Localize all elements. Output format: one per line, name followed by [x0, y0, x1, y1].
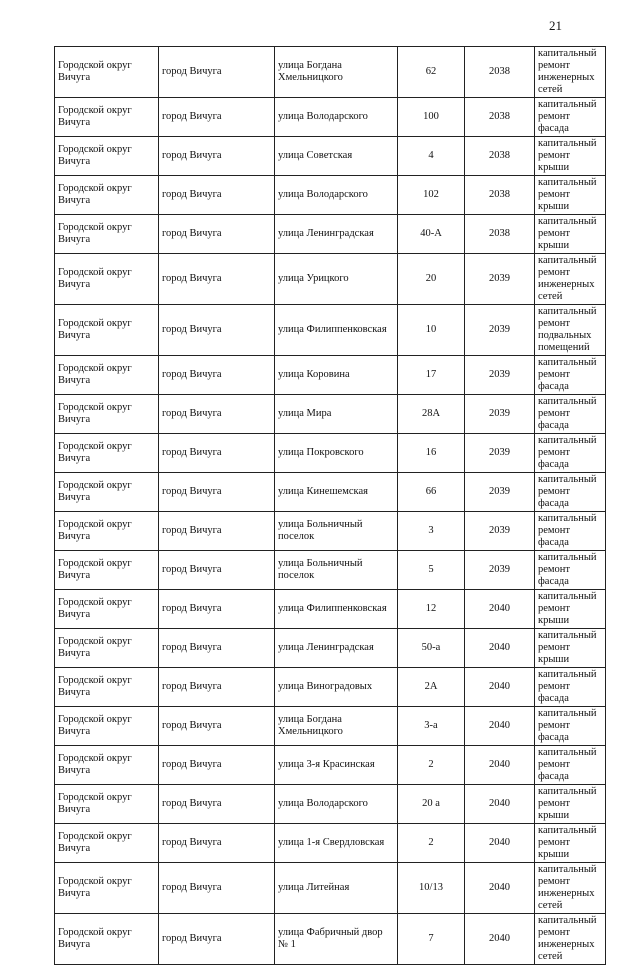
city-cell: город Вичуга: [159, 254, 275, 305]
year-cell: 2040: [465, 590, 535, 629]
year-cell: 2039: [465, 551, 535, 590]
work-type-cell: капитальный ремонт крыши: [535, 629, 606, 668]
repair-schedule-table: [54, 46, 606, 965]
work-type-cell: капитальный ремонт фасада: [535, 356, 606, 395]
year-cell: 2038: [465, 47, 535, 98]
municipality-cell: Городской округ Вичуга: [55, 305, 159, 356]
year-cell: 2040: [465, 629, 535, 668]
municipality-cell: Городской округ Вичуга: [55, 785, 159, 824]
house-number-cell: 3-а: [398, 707, 465, 746]
city-cell: город Вичуга: [159, 137, 275, 176]
street-cell: улица Филиппенковская: [275, 590, 398, 629]
street-cell: улица Володарского: [275, 785, 398, 824]
year-cell: 2039: [465, 434, 535, 473]
house-number-cell: 5: [398, 551, 465, 590]
year-cell: 2040: [465, 746, 535, 785]
year-cell: 2039: [465, 512, 535, 551]
table-row: [55, 254, 606, 305]
table-row: [55, 47, 606, 98]
municipality-cell: Городской округ Вичуга: [55, 395, 159, 434]
municipality-cell: Городской округ Вичуга: [55, 824, 159, 863]
street-cell: улица Богдана Хмельницкого: [275, 707, 398, 746]
work-type-cell: капитальный ремонт фасада: [535, 395, 606, 434]
table-row: [55, 668, 606, 707]
year-cell: 2040: [465, 863, 535, 914]
work-type-cell: капитальный ремонт фасада: [535, 746, 606, 785]
year-cell: 2040: [465, 785, 535, 824]
city-cell: город Вичуга: [159, 176, 275, 215]
municipality-cell: Городской округ Вичуга: [55, 473, 159, 512]
street-cell: улица 3-я Красинская: [275, 746, 398, 785]
city-cell: город Вичуга: [159, 512, 275, 551]
year-cell: 2038: [465, 137, 535, 176]
municipality-cell: Городской округ Вичуга: [55, 137, 159, 176]
table-row: [55, 590, 606, 629]
year-cell: 2040: [465, 668, 535, 707]
table-row: [55, 629, 606, 668]
municipality-cell: Городской округ Вичуга: [55, 434, 159, 473]
city-cell: город Вичуга: [159, 98, 275, 137]
year-cell: 2039: [465, 473, 535, 512]
street-cell: улица Фабричный двор № 1: [275, 914, 398, 965]
table-row: [55, 824, 606, 863]
work-type-cell: капитальный ремонт инженерных сетей: [535, 914, 606, 965]
table-row: [55, 785, 606, 824]
table-row: [55, 215, 606, 254]
work-type-cell: капитальный ремонт инженерных сетей: [535, 863, 606, 914]
house-number-cell: 12: [398, 590, 465, 629]
table-row: [55, 746, 606, 785]
work-type-cell: капитальный ремонт крыши: [535, 215, 606, 254]
table-row: [55, 434, 606, 473]
work-type-cell: капитальный ремонт фасада: [535, 434, 606, 473]
street-cell: улица Советская: [275, 137, 398, 176]
work-type-cell: капитальный ремонт крыши: [535, 590, 606, 629]
street-cell: улица Литейная: [275, 863, 398, 914]
house-number-cell: 2А: [398, 668, 465, 707]
street-cell: улица Урицкого: [275, 254, 398, 305]
house-number-cell: 20: [398, 254, 465, 305]
work-type-cell: капитальный ремонт фасада: [535, 551, 606, 590]
city-cell: город Вичуга: [159, 395, 275, 434]
municipality-cell: Городской округ Вичуга: [55, 356, 159, 395]
city-cell: город Вичуга: [159, 473, 275, 512]
table-row: [55, 305, 606, 356]
year-cell: 2038: [465, 98, 535, 137]
city-cell: город Вичуга: [159, 47, 275, 98]
street-cell: улица Ленинградская: [275, 215, 398, 254]
house-number-cell: 3: [398, 512, 465, 551]
table-row: [55, 863, 606, 914]
table-row: [55, 473, 606, 512]
municipality-cell: Городской округ Вичуга: [55, 629, 159, 668]
municipality-cell: Городской округ Вичуга: [55, 551, 159, 590]
street-cell: улица Ленинградская: [275, 629, 398, 668]
work-type-cell: капитальный ремонт фасада: [535, 668, 606, 707]
work-type-cell: капитальный ремонт крыши: [535, 137, 606, 176]
house-number-cell: 40-А: [398, 215, 465, 254]
street-cell: улица Филиппенковская: [275, 305, 398, 356]
house-number-cell: 66: [398, 473, 465, 512]
year-cell: 2040: [465, 824, 535, 863]
house-number-cell: 102: [398, 176, 465, 215]
table-row: [55, 176, 606, 215]
house-number-cell: 28А: [398, 395, 465, 434]
year-cell: 2039: [465, 305, 535, 356]
work-type-cell: капитальный ремонт крыши: [535, 824, 606, 863]
street-cell: улица Богдана Хмельницкого: [275, 47, 398, 98]
table-row: [55, 707, 606, 746]
house-number-cell: 100: [398, 98, 465, 137]
page-number: 21: [549, 18, 562, 33]
street-cell: улица Кинешемская: [275, 473, 398, 512]
work-type-cell: капитальный ремонт инженерных сетей: [535, 47, 606, 98]
year-cell: 2038: [465, 176, 535, 215]
work-type-cell: капитальный ремонт инженерных сетей: [535, 254, 606, 305]
table-row: [55, 137, 606, 176]
municipality-cell: Городской округ Вичуга: [55, 914, 159, 965]
house-number-cell: 20 а: [398, 785, 465, 824]
city-cell: город Вичуга: [159, 785, 275, 824]
house-number-cell: 7: [398, 914, 465, 965]
municipality-cell: Городской округ Вичуга: [55, 707, 159, 746]
year-cell: 2039: [465, 254, 535, 305]
city-cell: город Вичуга: [159, 434, 275, 473]
house-number-cell: 17: [398, 356, 465, 395]
year-cell: 2040: [465, 707, 535, 746]
year-cell: 2039: [465, 356, 535, 395]
house-number-cell: 10: [398, 305, 465, 356]
year-cell: 2039: [465, 395, 535, 434]
table-row: [55, 395, 606, 434]
house-number-cell: 50-а: [398, 629, 465, 668]
city-cell: город Вичуга: [159, 914, 275, 965]
city-cell: город Вичуга: [159, 824, 275, 863]
municipality-cell: Городской округ Вичуга: [55, 47, 159, 98]
municipality-cell: Городской округ Вичуга: [55, 512, 159, 551]
city-cell: город Вичуга: [159, 356, 275, 395]
municipality-cell: Городской округ Вичуга: [55, 590, 159, 629]
street-cell: улица Володарского: [275, 98, 398, 137]
table-row: [55, 98, 606, 137]
municipality-cell: Городской округ Вичуга: [55, 668, 159, 707]
work-type-cell: капитальный ремонт фасада: [535, 473, 606, 512]
work-type-cell: капитальный ремонт фасада: [535, 512, 606, 551]
street-cell: улица Мира: [275, 395, 398, 434]
city-cell: город Вичуга: [159, 668, 275, 707]
table-row: [55, 551, 606, 590]
municipality-cell: Городской округ Вичуга: [55, 98, 159, 137]
city-cell: город Вичуга: [159, 707, 275, 746]
city-cell: город Вичуга: [159, 629, 275, 668]
house-number-cell: 2: [398, 746, 465, 785]
table-row: [55, 914, 606, 965]
work-type-cell: капитальный ремонт подвальных помещений: [535, 305, 606, 356]
work-type-cell: капитальный ремонт крыши: [535, 176, 606, 215]
house-number-cell: 4: [398, 137, 465, 176]
street-cell: улица Больничный поселок: [275, 551, 398, 590]
city-cell: город Вичуга: [159, 215, 275, 254]
street-cell: улица Виноградовых: [275, 668, 398, 707]
year-cell: 2040: [465, 914, 535, 965]
street-cell: улица Больничный поселок: [275, 512, 398, 551]
house-number-cell: 2: [398, 824, 465, 863]
municipality-cell: Городской округ Вичуга: [55, 254, 159, 305]
city-cell: город Вичуга: [159, 590, 275, 629]
street-cell: улица Володарского: [275, 176, 398, 215]
table-row: [55, 356, 606, 395]
street-cell: улица Коровина: [275, 356, 398, 395]
city-cell: город Вичуга: [159, 746, 275, 785]
municipality-cell: Городской округ Вичуга: [55, 176, 159, 215]
city-cell: город Вичуга: [159, 551, 275, 590]
work-type-cell: капитальный ремонт крыши: [535, 785, 606, 824]
municipality-cell: Городской округ Вичуга: [55, 215, 159, 254]
work-type-cell: капитальный ремонт фасада: [535, 707, 606, 746]
work-type-cell: капитальный ремонт фасада: [535, 98, 606, 137]
street-cell: улица 1-я Свердловская: [275, 824, 398, 863]
table-row: [55, 512, 606, 551]
city-cell: город Вичуга: [159, 863, 275, 914]
year-cell: 2038: [465, 215, 535, 254]
house-number-cell: 16: [398, 434, 465, 473]
house-number-cell: 62: [398, 47, 465, 98]
street-cell: улица Покровского: [275, 434, 398, 473]
city-cell: город Вичуга: [159, 305, 275, 356]
house-number-cell: 10/13: [398, 863, 465, 914]
municipality-cell: Городской округ Вичуга: [55, 863, 159, 914]
municipality-cell: Городской округ Вичуга: [55, 746, 159, 785]
